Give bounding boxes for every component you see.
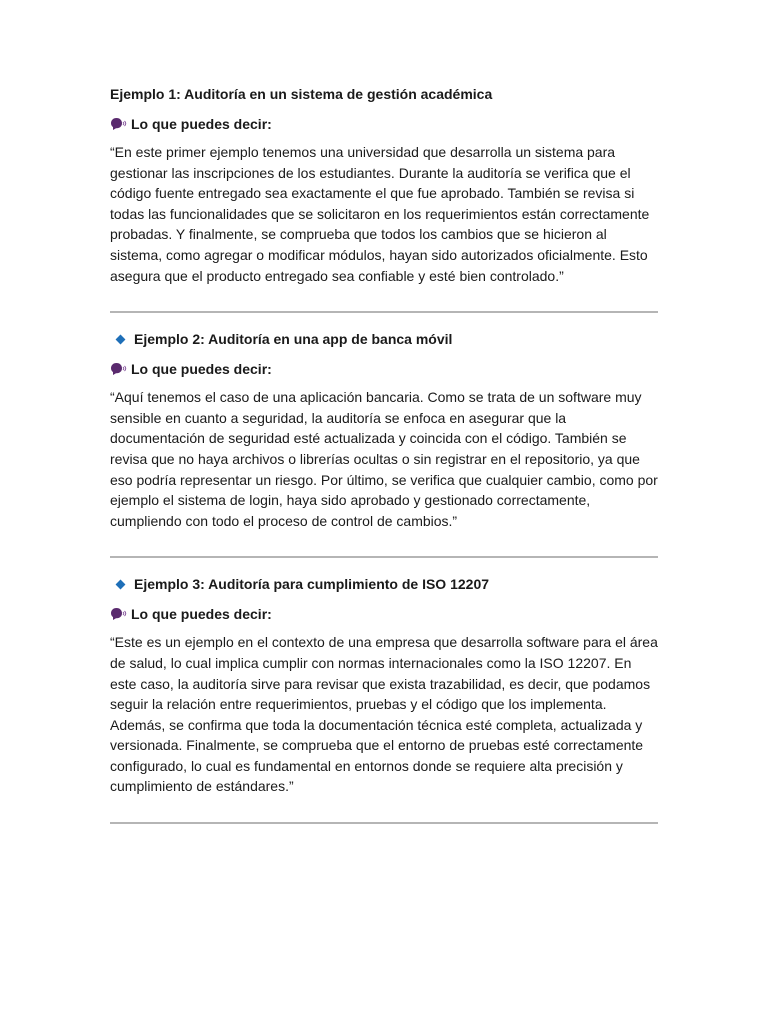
example-section-3: [110, 574, 658, 797]
example-1-body: “En este primer ejemplo tenemos una universidad que desarrolla un sistema para gestionar las inscripciones de los estudiantes. Durante la auditoría se verifica que el código fuente entregado sea exactamente el que fue aprobado. También se revisa si todas las funcionalidades que se solicitaron en los requerimientos están correctamente probadas. Y finalmente, se comprueba que todos los cambios que se hicieron al sistema, como agregar o modificar módulos, hayan sido autorizados oficialmente. Esto asegura que el producto entregado sea confiable y esté bien controlado.”: [110, 144, 650, 284]
example-2-subtitle-row: [110, 359, 658, 379]
example-section-1: [110, 84, 658, 286]
document-page: [110, 84, 658, 824]
speaking-head-icon: [110, 117, 128, 131]
example-3-subtitle: Lo que puedes decir:: [131, 606, 272, 623]
speaking-head-icon: [110, 362, 128, 376]
example-2-subtitle: Lo que puedes decir:: [131, 361, 272, 378]
diamond-bullet-icon: [116, 334, 126, 344]
example-3-body: “Este es un ejemplo en el contexto de una empresa que desarrolla software para el área de salud, lo cual implica cumplir con normas internacionales como la ISO 12207. En este caso, la auditoría sirve para revisar que exista trazabilidad, es decir, que podamos seguir la relación entre requerimientos, pruebas y el código que los implementa. Además, se confirma que toda la documentación técnica esté completa, actualizada y versionada. Finalmente, se comprueba que el entorno de pruebas esté correctamente configurado, lo cual es fundamental en entornos donde se requiere alta precisión y cumplimiento de estándares.”: [110, 634, 658, 795]
example-1-title: Ejemplo 1: Auditoría en un sistema de gestión académica: [110, 86, 493, 102]
section-divider: [110, 822, 658, 824]
example-3-subtitle-row: [110, 604, 658, 624]
example-3-title: Ejemplo 3: Auditoría para cumplimiento de ISO 12207: [134, 576, 490, 593]
example-3-heading-row: [110, 574, 658, 594]
example-2-title: Ejemplo 2: Auditoría en una app de banca móvil: [134, 331, 453, 348]
speaking-head-icon: [110, 607, 128, 621]
example-2-heading-row: [110, 329, 658, 349]
example-1-subtitle-row: [110, 114, 658, 134]
section-divider: [110, 311, 658, 313]
section-divider: [110, 556, 658, 558]
diamond-bullet-icon: [116, 579, 126, 589]
example-section-2: [110, 329, 658, 531]
example-2-body: “Aquí tenemos el caso de una aplicación bancaria. Como se trata de un software muy sensible en cuanto a seguridad, la auditoría se enfoca en asegurar que la documentación de seguridad esté actualizada y coincida con el código. También se revisa que no haya archivos o librerías ocultas o sin registrar en el repositorio, ya que eso podría representar un riesgo. Por último, se verifica que cualquier cambio, como por ejemplo el sistema de login, haya sido aprobado y gestionado correctamente, cumpliendo con todo el proceso de control de cambios.”: [110, 389, 658, 529]
example-1-subtitle: Lo que puedes decir:: [131, 116, 272, 132]
